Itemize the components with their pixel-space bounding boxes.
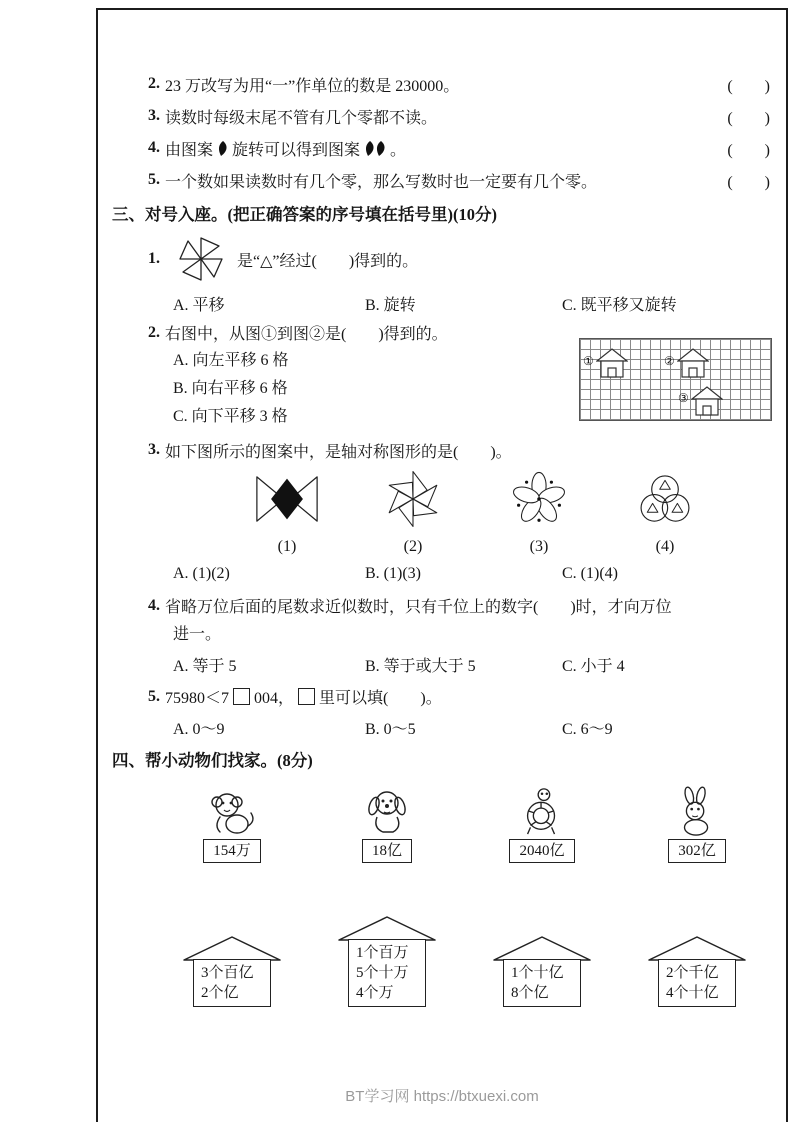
question-4 — [112, 591, 772, 620]
q5-options — [112, 712, 772, 742]
number-sign[interactable]: 2040亿 — [509, 839, 574, 863]
item-text: 旋转可以得到图案 — [232, 141, 361, 159]
figure-2 — [377, 468, 449, 559]
section3-title: 三、对号入座。(把正确答案的序号填在括号里)(10分) — [112, 205, 497, 224]
question-text: 75980＜7 — [165, 690, 230, 707]
question-number: 5. — [148, 687, 160, 705]
pinwheel-figure — [173, 235, 229, 283]
house-1 — [167, 935, 297, 1007]
answer-bracket[interactable]: ( ) — [727, 141, 770, 159]
question-text: 省略万位后面的尾数求近似数时，只有千位上的数字( )时，才向万位 — [165, 599, 672, 616]
number-sign[interactable]: 18亿 — [362, 839, 412, 863]
house-2 — [322, 915, 452, 1007]
house-roof-icon — [182, 935, 282, 961]
question-4-wrap: 进一。 — [173, 626, 222, 643]
house-body[interactable] — [503, 959, 581, 1007]
animal-turtle — [477, 786, 607, 863]
tf-item-4 — [112, 132, 772, 164]
house-line: 2个亿 — [201, 985, 239, 1001]
option-c[interactable]: C. (1)(4) — [562, 565, 618, 582]
blank-box — [298, 688, 315, 705]
diamond-bowtie-figure — [251, 468, 323, 530]
question-number: 1. — [148, 250, 160, 267]
animal-rabbit — [632, 786, 762, 863]
house-roof-icon — [647, 935, 747, 961]
grid-house-1 — [596, 348, 628, 379]
pinwheel-blades-figure — [377, 468, 449, 530]
tf-item-5 — [112, 164, 772, 196]
item-number: 5. — [148, 171, 160, 188]
question-number: 4. — [148, 596, 160, 614]
animal-monkey — [167, 786, 297, 863]
option-b[interactable]: B. 向右平移 6 格 — [173, 380, 288, 397]
option-a[interactable]: A. 向左平移 6 格 — [173, 352, 289, 369]
answer-bracket[interactable]: ( ) — [727, 77, 770, 95]
item-text: 23 万改写为用“一”作单位的数是 230000。 — [165, 77, 460, 95]
house-body[interactable] — [348, 939, 426, 1007]
figure-label: (2) — [403, 538, 423, 555]
item-number: 2. — [148, 75, 160, 92]
house-line: 1个百万 — [356, 945, 409, 961]
paper-border-frame — [96, 8, 788, 1122]
pattern-leaf-icon — [216, 140, 229, 157]
house-roof-icon — [492, 935, 592, 961]
tf-item-2 — [112, 68, 772, 100]
house-line: 4个十亿 — [666, 985, 719, 1001]
option-a[interactable]: A. 0～9 — [173, 720, 225, 738]
option-b[interactable]: B. (1)(3) — [365, 565, 421, 582]
question-number: 3. — [148, 441, 160, 458]
house-line: 4个万 — [356, 985, 394, 1001]
item-number: 4. — [148, 139, 160, 156]
q4-options — [112, 649, 772, 679]
house-line: 2个千亿 — [666, 965, 719, 981]
house-3 — [477, 935, 607, 1007]
question-text: 里可以填( )。 — [319, 690, 442, 707]
figure-label: (4) — [655, 538, 675, 555]
option-b[interactable]: B. 等于或大于 5 — [365, 657, 476, 675]
option-c[interactable]: C. 6～9 — [562, 720, 613, 738]
monkey-icon — [204, 786, 260, 836]
option-b[interactable]: B. 0～5 — [365, 720, 416, 738]
item-text: 。 — [390, 141, 407, 159]
question-text: 如下图所示的图案中，是轴对称图形的是( )。 — [165, 443, 512, 461]
option-a[interactable]: A. 等于 5 — [173, 657, 237, 675]
option-c[interactable]: C. 向下平移 3 格 — [173, 408, 288, 425]
question-2 — [112, 318, 772, 436]
grid-label-1: ① — [583, 354, 594, 368]
watermark-footer — [96, 1085, 788, 1106]
question-text: 右图中，从图①到图②是( )得到的。 — [165, 326, 448, 343]
grid-label-2: ② — [664, 354, 675, 368]
question-3 — [112, 436, 772, 464]
tf-item-3 — [112, 100, 772, 132]
item-text: 由图案 — [165, 141, 214, 159]
section4-title: 四、帮小动物们找家。(8分) — [112, 751, 313, 770]
flower-figure — [503, 468, 575, 530]
house-body[interactable] — [193, 959, 271, 1007]
question-1 — [112, 230, 772, 288]
figure-label: (1) — [277, 538, 297, 555]
number-sign[interactable]: 302亿 — [668, 839, 726, 863]
house-roof-icon — [337, 915, 437, 941]
animals-row — [112, 786, 772, 863]
house-line: 3个百亿 — [201, 965, 254, 981]
house-body[interactable] — [658, 959, 736, 1007]
figure-1 — [251, 468, 323, 559]
triquetra-figure — [629, 468, 701, 530]
item-text: 读数时每级末尾不管有几个零都不读。 — [165, 109, 438, 127]
answer-bracket[interactable]: ( ) — [727, 109, 770, 127]
rabbit-icon — [669, 786, 725, 836]
blank-box — [233, 688, 250, 705]
answer-bracket[interactable]: ( ) — [727, 173, 770, 191]
houses-row — [112, 915, 772, 1007]
item-number: 3. — [148, 107, 160, 124]
question-text: 004， — [254, 690, 295, 707]
question-5 — [112, 681, 772, 712]
figure-4 — [629, 468, 701, 559]
q1-options — [112, 288, 772, 318]
option-c[interactable]: C. 小于 4 — [562, 657, 625, 675]
question-text: 是“△”经过( )得到的。 — [237, 252, 419, 270]
option-a[interactable]: A. 平移 — [173, 296, 225, 314]
option-c[interactable]: C. 既平移又旋转 — [562, 296, 677, 314]
house-line: 1个十亿 — [511, 965, 564, 981]
animal-dog — [322, 786, 452, 863]
figure-3 — [503, 468, 575, 559]
item-text: 一个数如果读数时有几个零，那么写数时也一定要有几个零。 — [165, 173, 598, 191]
figure-label: (3) — [529, 538, 549, 555]
translation-grid-figure — [579, 338, 772, 421]
dog-icon — [359, 786, 415, 836]
grid-house-2 — [677, 348, 709, 379]
option-a[interactable]: A. (1)(2) — [173, 565, 230, 582]
turtle-icon — [514, 786, 570, 836]
grid-house-3 — [691, 386, 723, 417]
number-sign[interactable]: 154万 — [203, 839, 261, 863]
pattern-leaves-icon — [363, 140, 387, 157]
grid-label-3: ③ — [678, 391, 689, 405]
house-line: 8个亿 — [511, 985, 549, 1001]
house-line: 5个十万 — [356, 965, 409, 981]
house-4 — [632, 935, 762, 1007]
q3-figures — [112, 468, 772, 559]
question-number: 2. — [148, 323, 160, 341]
option-b[interactable]: B. 旋转 — [365, 296, 416, 314]
q3-options — [112, 559, 772, 589]
watermark-text: BT学习网 https://btxuexi.com — [345, 1088, 539, 1105]
